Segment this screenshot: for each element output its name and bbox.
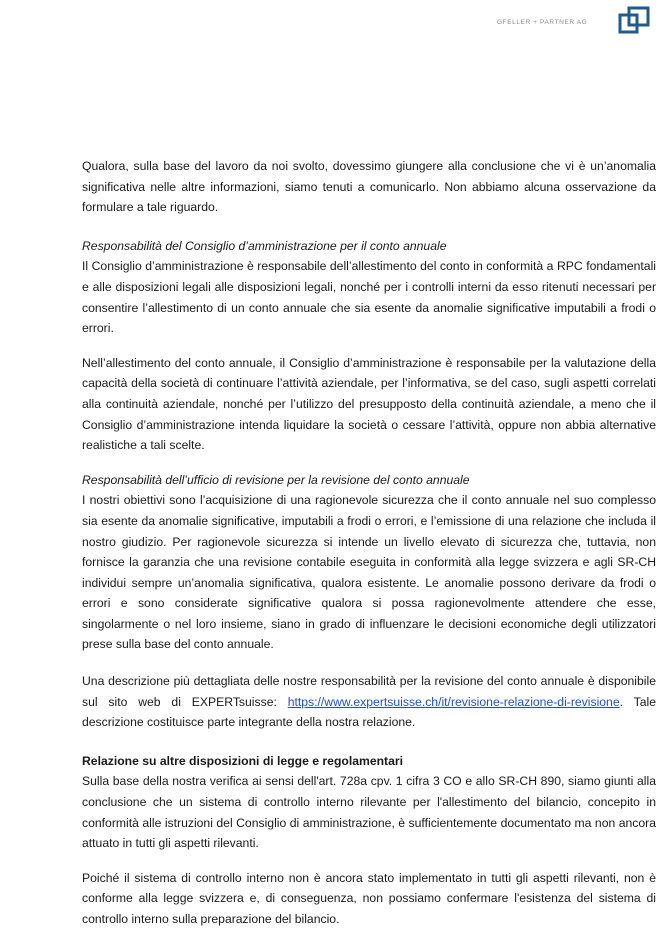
paragraph-internal-control: Sulla base della nostra verifica ai sensi dell'art. 728a cpv. 1 cifra 3 CO e allo SR-CH 890, siamo giunti alla conclusione che un sistema di controllo interno rilevante per l'allestimento del bilancio, concepito in conformità alle istruzioni del Consiglio di amministrazione, è sufficientemente documentato ma non ancora attuato in tutti gli aspetti rilevanti. — [82, 774, 656, 851]
heading-board-responsibility: Responsabilità del Consiglio d’amministrazione per il conto annuale — [82, 238, 447, 253]
paragraph-going-concern: Nell’allestimento del conto annuale, il Consiglio d’amministrazione è responsabile per la valutazione della capacità della società di continuare l’attività aziendale, per l’informativa, se del caso, sugli aspetti correlati alla continuità aziendale, nonché per l’utilizzo del presupposto della continuità aziendale, a meno che il Consiglio d’amministrazione intenda liquidare la società o cessare l’attività, oppure non abbia alternative realistiche a tali scelte. — [82, 355, 656, 453]
report-body — [82, 156, 656, 930]
company-name: GFELLER + PARTNER AG — [497, 19, 588, 26]
heading-other-legal-requirements: Relazione su altre disposizioni di legge e regolamentari — [82, 753, 404, 768]
expertsuisse-link[interactable]: https://www.expertsuisse.ch/it/revisione-relazione-di-revisione — [287, 694, 620, 709]
paragraph-board-responsibility: Il Consiglio d’amministrazione è responsabile dell’allestimento del conto in conformità a RPC fondamentali e alle disposizioni legali alle disposizioni legali, nonché per i controlli interni da esso ritenuti necessari per consentire l’allestimento di un conto annuale che sia esente da anomalie significative imputabili a frodi o errori. — [82, 259, 656, 336]
company-logo-icon — [618, 6, 650, 34]
paragraph-detailed-description — [82, 671, 656, 733]
description-text-start: Una descrizione più dettagliata delle nostre responsabilità per la revisione del conto annuale è disponibile sul sito web di EXPERTsuisse: — [82, 674, 656, 709]
paragraph-internal-control-conclusion: Poiché il sistema di controllo interno non è ancora stato implementato in tutti gli aspetti rilevanti, non è conforme alla legge svizzera e, di conseguenza, non possiamo confermare l'esistenza del sistema di controllo interno sulla preparazione del bilancio. — [82, 870, 656, 926]
heading-auditor-responsibility: Responsabilità dell’ufficio di revisione per la revisione del conto annuale — [82, 472, 470, 487]
paragraph-other-information: Qualora, sulla base del lavoro da noi svolto, dovessimo giungere alla conclusione che vi è un’anomalia significativa nelle altre informazioni, siamo tenuti a comunicarlo. Non abbiamo alcuna osservazione da formulare a tale riguardo. — [82, 159, 656, 215]
paragraph-audit-objectives: I nostri obiettivi sono l’acquisizione di una ragionevole sicurezza che il conto annuale nel suo complesso sia esente da anomalie significative, imputabili a frodi o errori, e l’emissione di una relazione che includa il nostro giudizio. Per ragionevole sicurezza si intende un livello elevato di sicurezza che, tuttavia, non fornisce la garanzia che una revisione contabile eseguita in conformità alla legge svizzera e agli SR-CH individui sempre un’anomalia significativa, qualora esistente. Le anomalie possono derivare da frodi o errori e sono considerate significative qualora si possa ragionevolmente attendere che esse, singolarmente o nel loro insieme, siano in grado di influenzare le decisioni economiche degli utilizzatori prese sulla base del conto annuale. — [82, 493, 656, 652]
description-text-end: . Tale descrizione costituisce parte integrante della nostra relazione. — [82, 694, 656, 730]
